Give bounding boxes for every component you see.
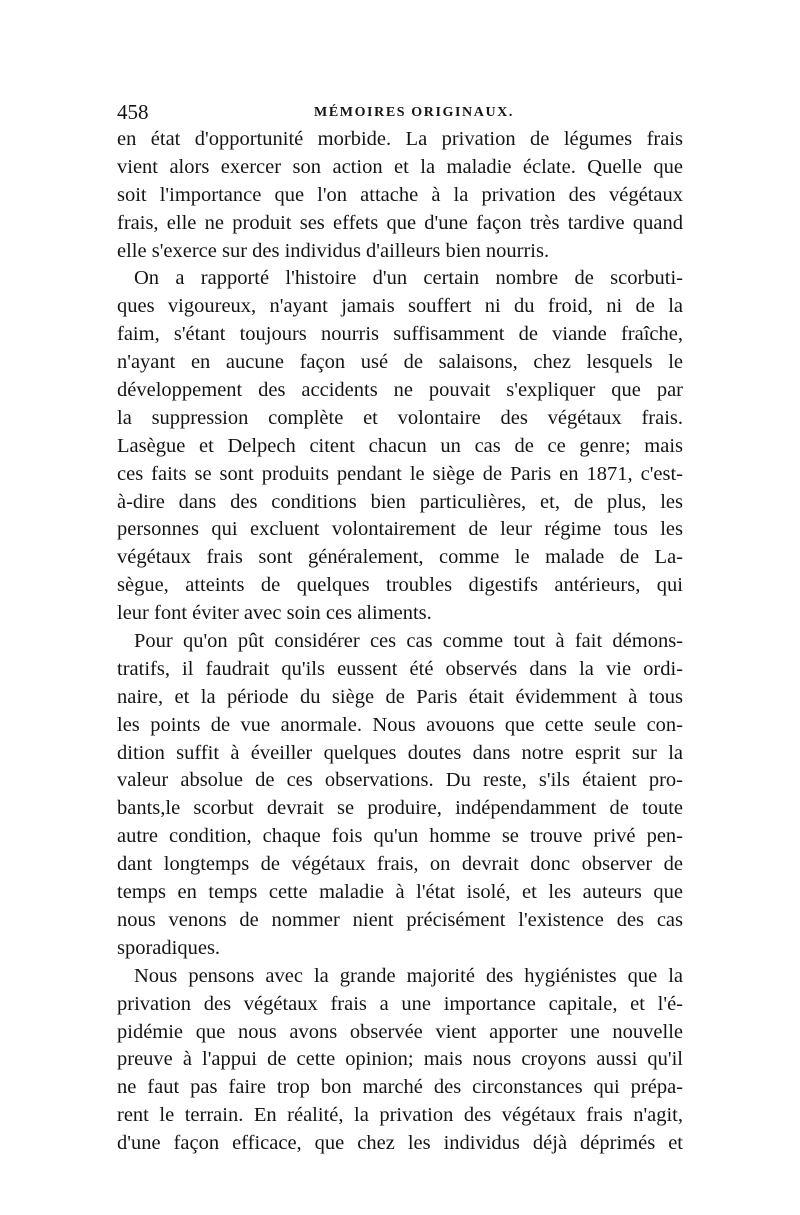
page-number: 458 (117, 100, 149, 124)
text-line: privation des végétaux frais a une importance capitale, et l'é- (117, 992, 683, 1015)
text-line: faim, s'étant toujours nourris suffisamment de viande fraîche, (117, 323, 683, 346)
text-line: temps en temps cette maladie à l'état isolé, et les auteurs que (117, 881, 683, 904)
text-line: soit l'importance que l'on attache à la privation des végétaux (117, 183, 683, 206)
text-line: ces faits se sont produits pendant le siège de Paris en 1871, c'est- (117, 462, 683, 485)
text-line: sègue, atteints de quelques troubles digestifs antérieurs, qui (117, 574, 683, 597)
text-line: ques vigoureux, n'ayant jamais souffert ni du froid, ni de la (117, 295, 683, 318)
text-line: en état d'opportunité morbide. La privation de légumes frais (117, 128, 683, 150)
text-line: n'ayant en aucune façon usé de salaisons, chez lesquels le (117, 351, 683, 374)
text-line: la suppression complète et volontaire des végétaux frais. (117, 406, 683, 429)
text-line: autre condition, chaque fois qu'un homme se trouve privé pen- (117, 825, 683, 848)
text-line: Pour qu'on pût considérer ces cas comme tout à fait démons- (134, 630, 683, 653)
text-line: tratifs, il faudrait qu'ils eussent été observés dans la vie ordi- (117, 657, 683, 680)
text-line: sporadiques. (117, 936, 221, 959)
text-line: végétaux frais sont généralement, comme le malade de La- (117, 546, 683, 569)
text-line: elle s'exerce sur des individus d'ailleurs bien nourris. (117, 239, 550, 262)
text-line: naire, et la période du siège de Paris était évidemment à tous (117, 685, 683, 708)
running-head (117, 98, 683, 126)
text-line: rent le terrain. En réalité, la privation des végétaux frais n'agit, (117, 1104, 683, 1127)
running-title: MÉMOIRES ORIGINAUX. (314, 105, 514, 120)
text-line: les points de vue anormale. Nous avouons que cette seule con- (117, 713, 683, 736)
text-line: valeur absolue de ces observations. Du reste, s'ils étaient pro- (117, 769, 683, 792)
text-line: dant longtemps de végétaux frais, on devrait donc observer de (117, 853, 683, 876)
body-text (117, 126, 683, 1158)
text-line: frais, elle ne produit ses effets que d'une façon très tardive quand (117, 211, 683, 234)
text-line: bants,le scorbut devrait se produire, indépendamment de toute (117, 797, 683, 820)
text-line: nous venons de nommer nient précisément l'existence des cas (117, 908, 683, 931)
text-line: Nous pensons avec la grande majorité des hygiénistes que la (134, 964, 683, 987)
text-line: pidémie que nous avons observée vient apporter une nouvelle (117, 1020, 683, 1043)
text-line: Lasègue et Delpech citent chacun un cas de ce genre; mais (117, 434, 683, 457)
text-line: personnes qui excluent volontairement de leur régime tous les (117, 518, 683, 541)
text-line: preuve à l'appui de cette opinion; mais nous croyons aussi qu'il (117, 1048, 683, 1071)
text-line: d'une façon efficace, que chez les individus déjà déprimés et (117, 1132, 683, 1155)
text-line: ne faut pas faire trop bon marché des circonstances qui prépa- (117, 1076, 683, 1099)
text-line: à-dire dans des conditions bien particulières, et, de plus, les (117, 490, 683, 513)
text-line: dition suffit à éveiller quelques doutes dans notre esprit sur la (117, 741, 683, 764)
text-line: leur font éviter avec soin ces aliments. (117, 602, 432, 625)
text-line: développement des accidents ne pouvait s'expliquer que par (117, 379, 683, 402)
text-line: On a rapporté l'histoire d'un certain nombre de scorbuti- (134, 267, 683, 290)
text-line: vient alors exercer son action et la maladie éclate. Quelle que (117, 155, 683, 178)
